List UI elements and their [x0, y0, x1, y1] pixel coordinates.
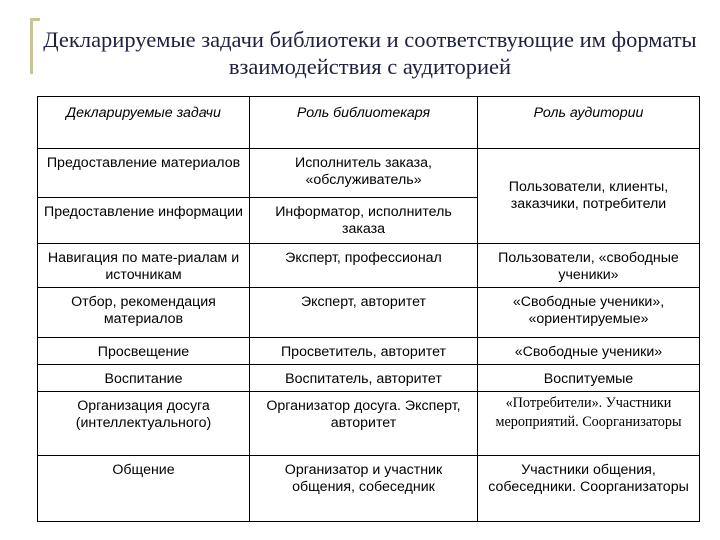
- title-frame-top: [30, 18, 40, 21]
- cell-audience-role: Участники общения, собеседники. Соорганизаторы: [478, 456, 700, 522]
- cell-librarian-role: Информатор, исполнитель заказа: [250, 198, 478, 244]
- cell-librarian-role: Эксперт, профессионал: [250, 244, 478, 288]
- title-frame-left: [30, 18, 33, 74]
- table-row: [38, 244, 700, 288]
- cell-audience-role: «Свободные ученики», «ориентируемые»: [478, 288, 700, 338]
- cell-task: Общение: [38, 456, 250, 522]
- tasks-table: [37, 96, 700, 522]
- cell-task: Навигация по мате-риалам и источникам: [38, 244, 250, 288]
- table-row: [38, 338, 700, 365]
- cell-audience-role: «Потребители». Участники мероприятий. Соорганизаторы: [478, 392, 700, 456]
- cell-librarian-role: Эксперт, авторитет: [250, 288, 478, 338]
- cell-task: Предоставление материалов: [38, 149, 250, 198]
- cell-librarian-role: Воспитатель, авторитет: [250, 365, 478, 392]
- cell-librarian-role: Просветитель, авторитет: [250, 338, 478, 365]
- header-tasks: Декларируемые задачи: [38, 97, 250, 149]
- cell-audience-role: Воспитуемые: [478, 365, 700, 392]
- cell-task: Предоставление информации: [38, 198, 250, 244]
- cell-task: Отбор, рекомендация материалов: [38, 288, 250, 338]
- cell-librarian-role: Организатор досуга. Эксперт, авторитет: [250, 392, 478, 456]
- table-row: [38, 288, 700, 338]
- table-header-row: [38, 97, 700, 149]
- cell-audience-role: Пользователи, клиенты, заказчики, потребители: [478, 149, 700, 244]
- table-row: [38, 149, 700, 198]
- cell-task: Просвещение: [38, 338, 250, 365]
- header-librarian-role: Роль библиотекаря: [250, 97, 478, 149]
- table-row: [38, 365, 700, 392]
- cell-task: Организация досуга (интеллектуального): [38, 392, 250, 456]
- header-audience-role: Роль аудитории: [478, 97, 700, 149]
- table-row: [38, 456, 700, 522]
- cell-audience-role: Пользователи, «свободные ученики»: [478, 244, 700, 288]
- cell-task: Воспитание: [38, 365, 250, 392]
- cell-librarian-role: Исполнитель заказа, «обслуживатель»: [250, 149, 478, 198]
- page-title: Декларируемые задачи библиотеки и соответствующие им форматы взаимодействия с аудиторией: [43, 27, 697, 79]
- cell-audience-role: «Свободные ученики»: [478, 338, 700, 365]
- cell-librarian-role: Организатор и участник общения, собеседник: [250, 456, 478, 522]
- table-row: [38, 392, 700, 456]
